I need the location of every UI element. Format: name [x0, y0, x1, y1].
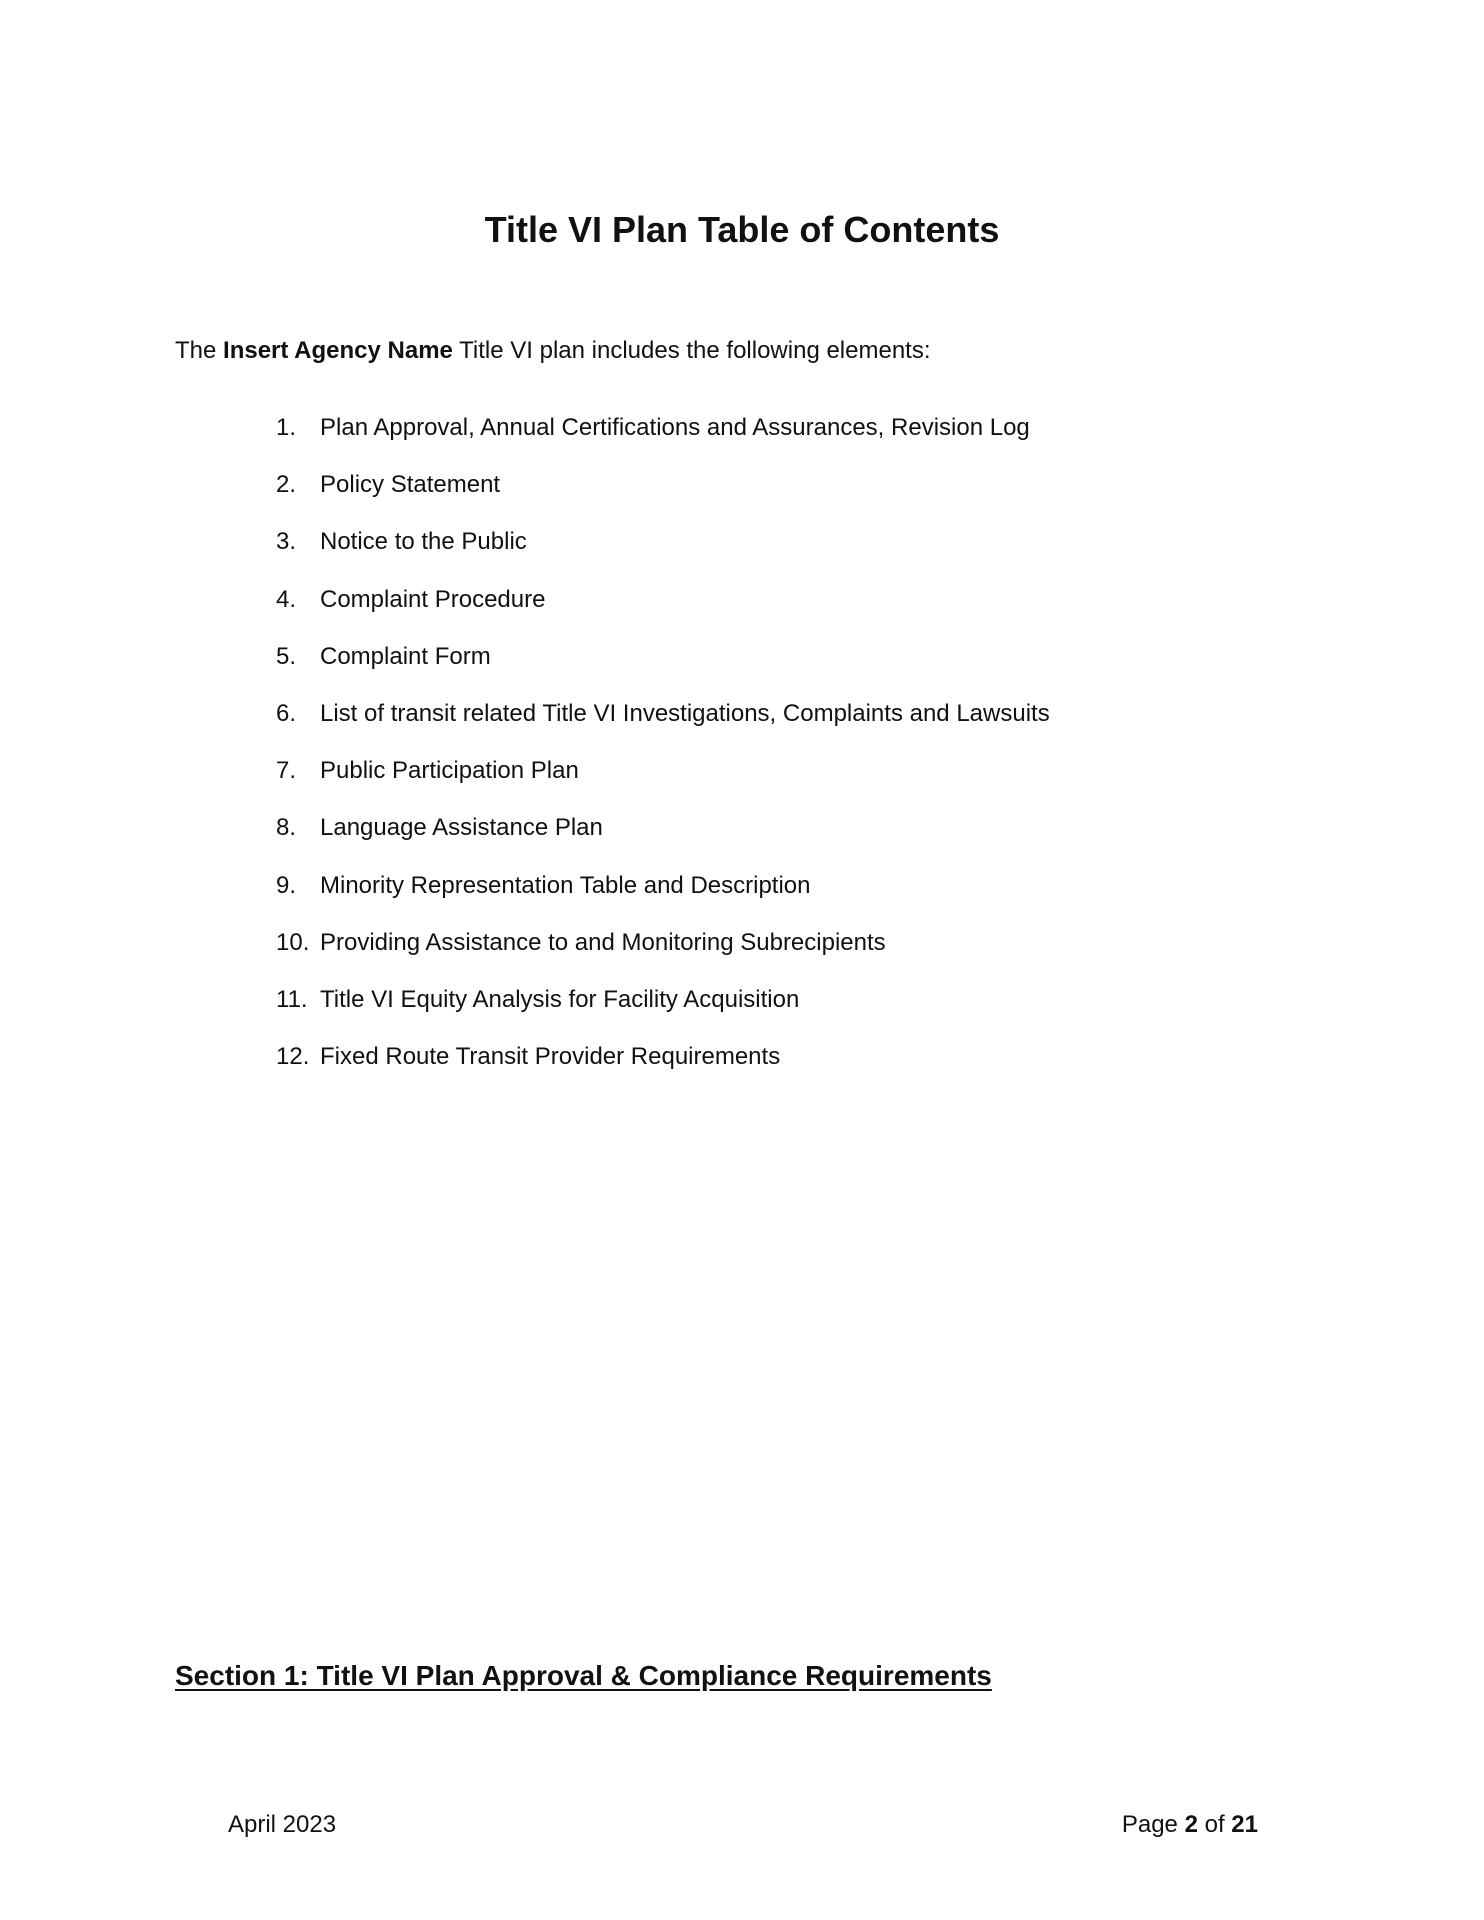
page-of: of — [1204, 1811, 1225, 1838]
toc-item — [276, 639, 1050, 696]
toc-item — [276, 868, 1050, 925]
footer-date: April 2023 — [228, 1811, 337, 1838]
toc-item — [276, 467, 1050, 524]
toc-item-label: Language Assistance Plan — [320, 814, 603, 842]
agency-name-placeholder: Insert Agency Name — [223, 337, 453, 364]
toc-item-number: 4. — [276, 585, 297, 613]
page-current: 2 — [1184, 1811, 1198, 1838]
toc-item-number: 9. — [276, 871, 297, 899]
toc-item-label: Complaint Form — [320, 642, 491, 670]
intro-suffix: Title VI plan includes the following elements: — [459, 337, 931, 364]
toc-item-number: 12. — [276, 1043, 310, 1071]
toc-item-number: 3. — [276, 528, 297, 556]
toc-item-number: 10. — [276, 928, 310, 956]
page-word: Page — [1121, 1811, 1178, 1838]
toc-item-label: Policy Statement — [320, 471, 501, 499]
footer-page-number — [1122, 1808, 1258, 1842]
toc-item — [276, 925, 1050, 982]
toc-item-label: Providing Assistance to and Monitoring Subrecipients — [320, 928, 886, 956]
section-heading: Section 1: Title VI Plan Approval & Compliance Requirements — [175, 1660, 992, 1691]
toc-item — [276, 1039, 1050, 1096]
intro-paragraph — [175, 333, 931, 369]
toc-item — [276, 696, 1050, 753]
toc-item-label: Complaint Procedure — [320, 585, 546, 613]
toc-item — [276, 982, 1050, 1039]
toc-item-number: 11. — [276, 985, 308, 1013]
table-of-contents-list — [276, 410, 1050, 1096]
toc-item-label: Plan Approval, Annual Certifications and Assurances, Revision Log — [320, 414, 1030, 441]
toc-item-number: 5. — [276, 642, 297, 670]
toc-item-label: Notice to the Public — [320, 528, 527, 556]
toc-item-number: 6. — [276, 699, 297, 727]
toc-item-label: Fixed Route Transit Provider Requirements — [320, 1043, 781, 1071]
toc-item-number: 8. — [276, 814, 297, 842]
toc-item — [276, 410, 1050, 467]
toc-item — [276, 810, 1050, 867]
toc-item-number: 7. — [276, 757, 297, 785]
toc-item-label: Title VI Equity Analysis for Facility Acquisition — [320, 985, 800, 1013]
toc-item — [276, 582, 1050, 639]
toc-item — [276, 753, 1050, 810]
page-title: Title VI Plan Table of Contents — [484, 209, 1000, 250]
intro-prefix: The — [175, 337, 217, 364]
toc-item-number: 1. — [276, 414, 297, 441]
toc-item-number: 2. — [276, 471, 297, 499]
toc-item-label: List of transit related Title VI Investigations, Complaints and Lawsuits — [320, 699, 1050, 727]
toc-item-label: Public Participation Plan — [320, 757, 579, 785]
toc-item — [276, 524, 1050, 581]
toc-item-label: Minority Representation Table and Description — [320, 871, 811, 899]
page-total: 21 — [1231, 1811, 1258, 1838]
